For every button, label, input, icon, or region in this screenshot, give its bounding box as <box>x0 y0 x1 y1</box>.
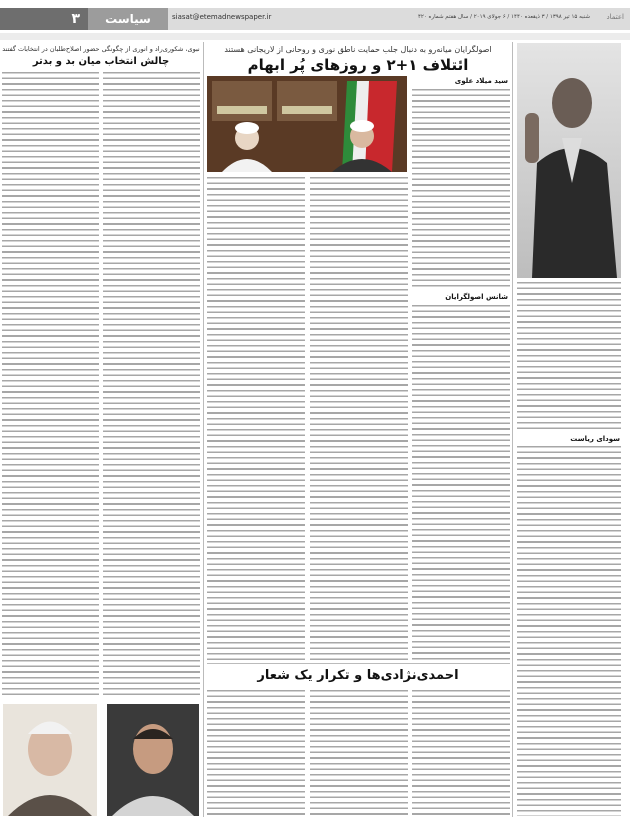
page-header <box>0 8 630 30</box>
left-headline: چالش انتخاب میان بد و بدتر <box>32 56 170 67</box>
main-kicker: اصولگرایان میانه‌رو به دنبال جلب حمایت ناطق نوری و روحانی از لاریجانی هستند <box>224 45 492 54</box>
body-text <box>103 72 200 697</box>
portrait-photo <box>3 704 97 816</box>
body-text <box>517 446 621 816</box>
left-kicker: نبوی، شکوری‌راد و انوری از چگونگی حضور اصلاح‌طلبان در انتخابات گفتند <box>2 45 200 53</box>
photo-rouhani-nategh <box>207 76 407 172</box>
body-text <box>517 282 621 432</box>
byline: سید میلاد علوی <box>454 77 508 85</box>
body-text <box>412 690 510 816</box>
body-text <box>310 177 408 660</box>
section-title: سیاست <box>88 8 168 30</box>
body-text <box>310 690 408 816</box>
body-text <box>207 177 305 660</box>
page-number: ۳ <box>0 8 88 30</box>
dateline: شنبه ۱۵ تیر ۱۳۹۸ / ۳ ذیقعده ۱۴۴۰ / ۶ جولای ۲۰۱۹ / سال هفتم شماره ۴۲۰ <box>417 14 590 20</box>
second-headline: احمدی‌نژادی‌ها و تکرار یک شعار <box>257 668 459 683</box>
body-text <box>2 72 99 697</box>
subhead: سودای ریاست <box>570 435 620 443</box>
portrait-photo-ahmadinejad <box>517 43 621 278</box>
body-text <box>412 305 510 660</box>
subhead: شانس اصولگرایان <box>445 293 508 301</box>
divider <box>207 663 510 664</box>
main-headline: ائتلاف ۱+۲ و روزهای پُر ابهام <box>247 56 469 74</box>
body-text <box>207 690 305 816</box>
header-strip <box>0 33 630 40</box>
newspaper-logo: اعتماد <box>606 13 624 21</box>
divider <box>203 42 204 817</box>
email-link[interactable]: siasat@etemadnewspaper.ir <box>172 13 272 21</box>
body-text <box>412 89 510 289</box>
divider <box>512 42 513 817</box>
portrait-photo <box>107 704 199 816</box>
